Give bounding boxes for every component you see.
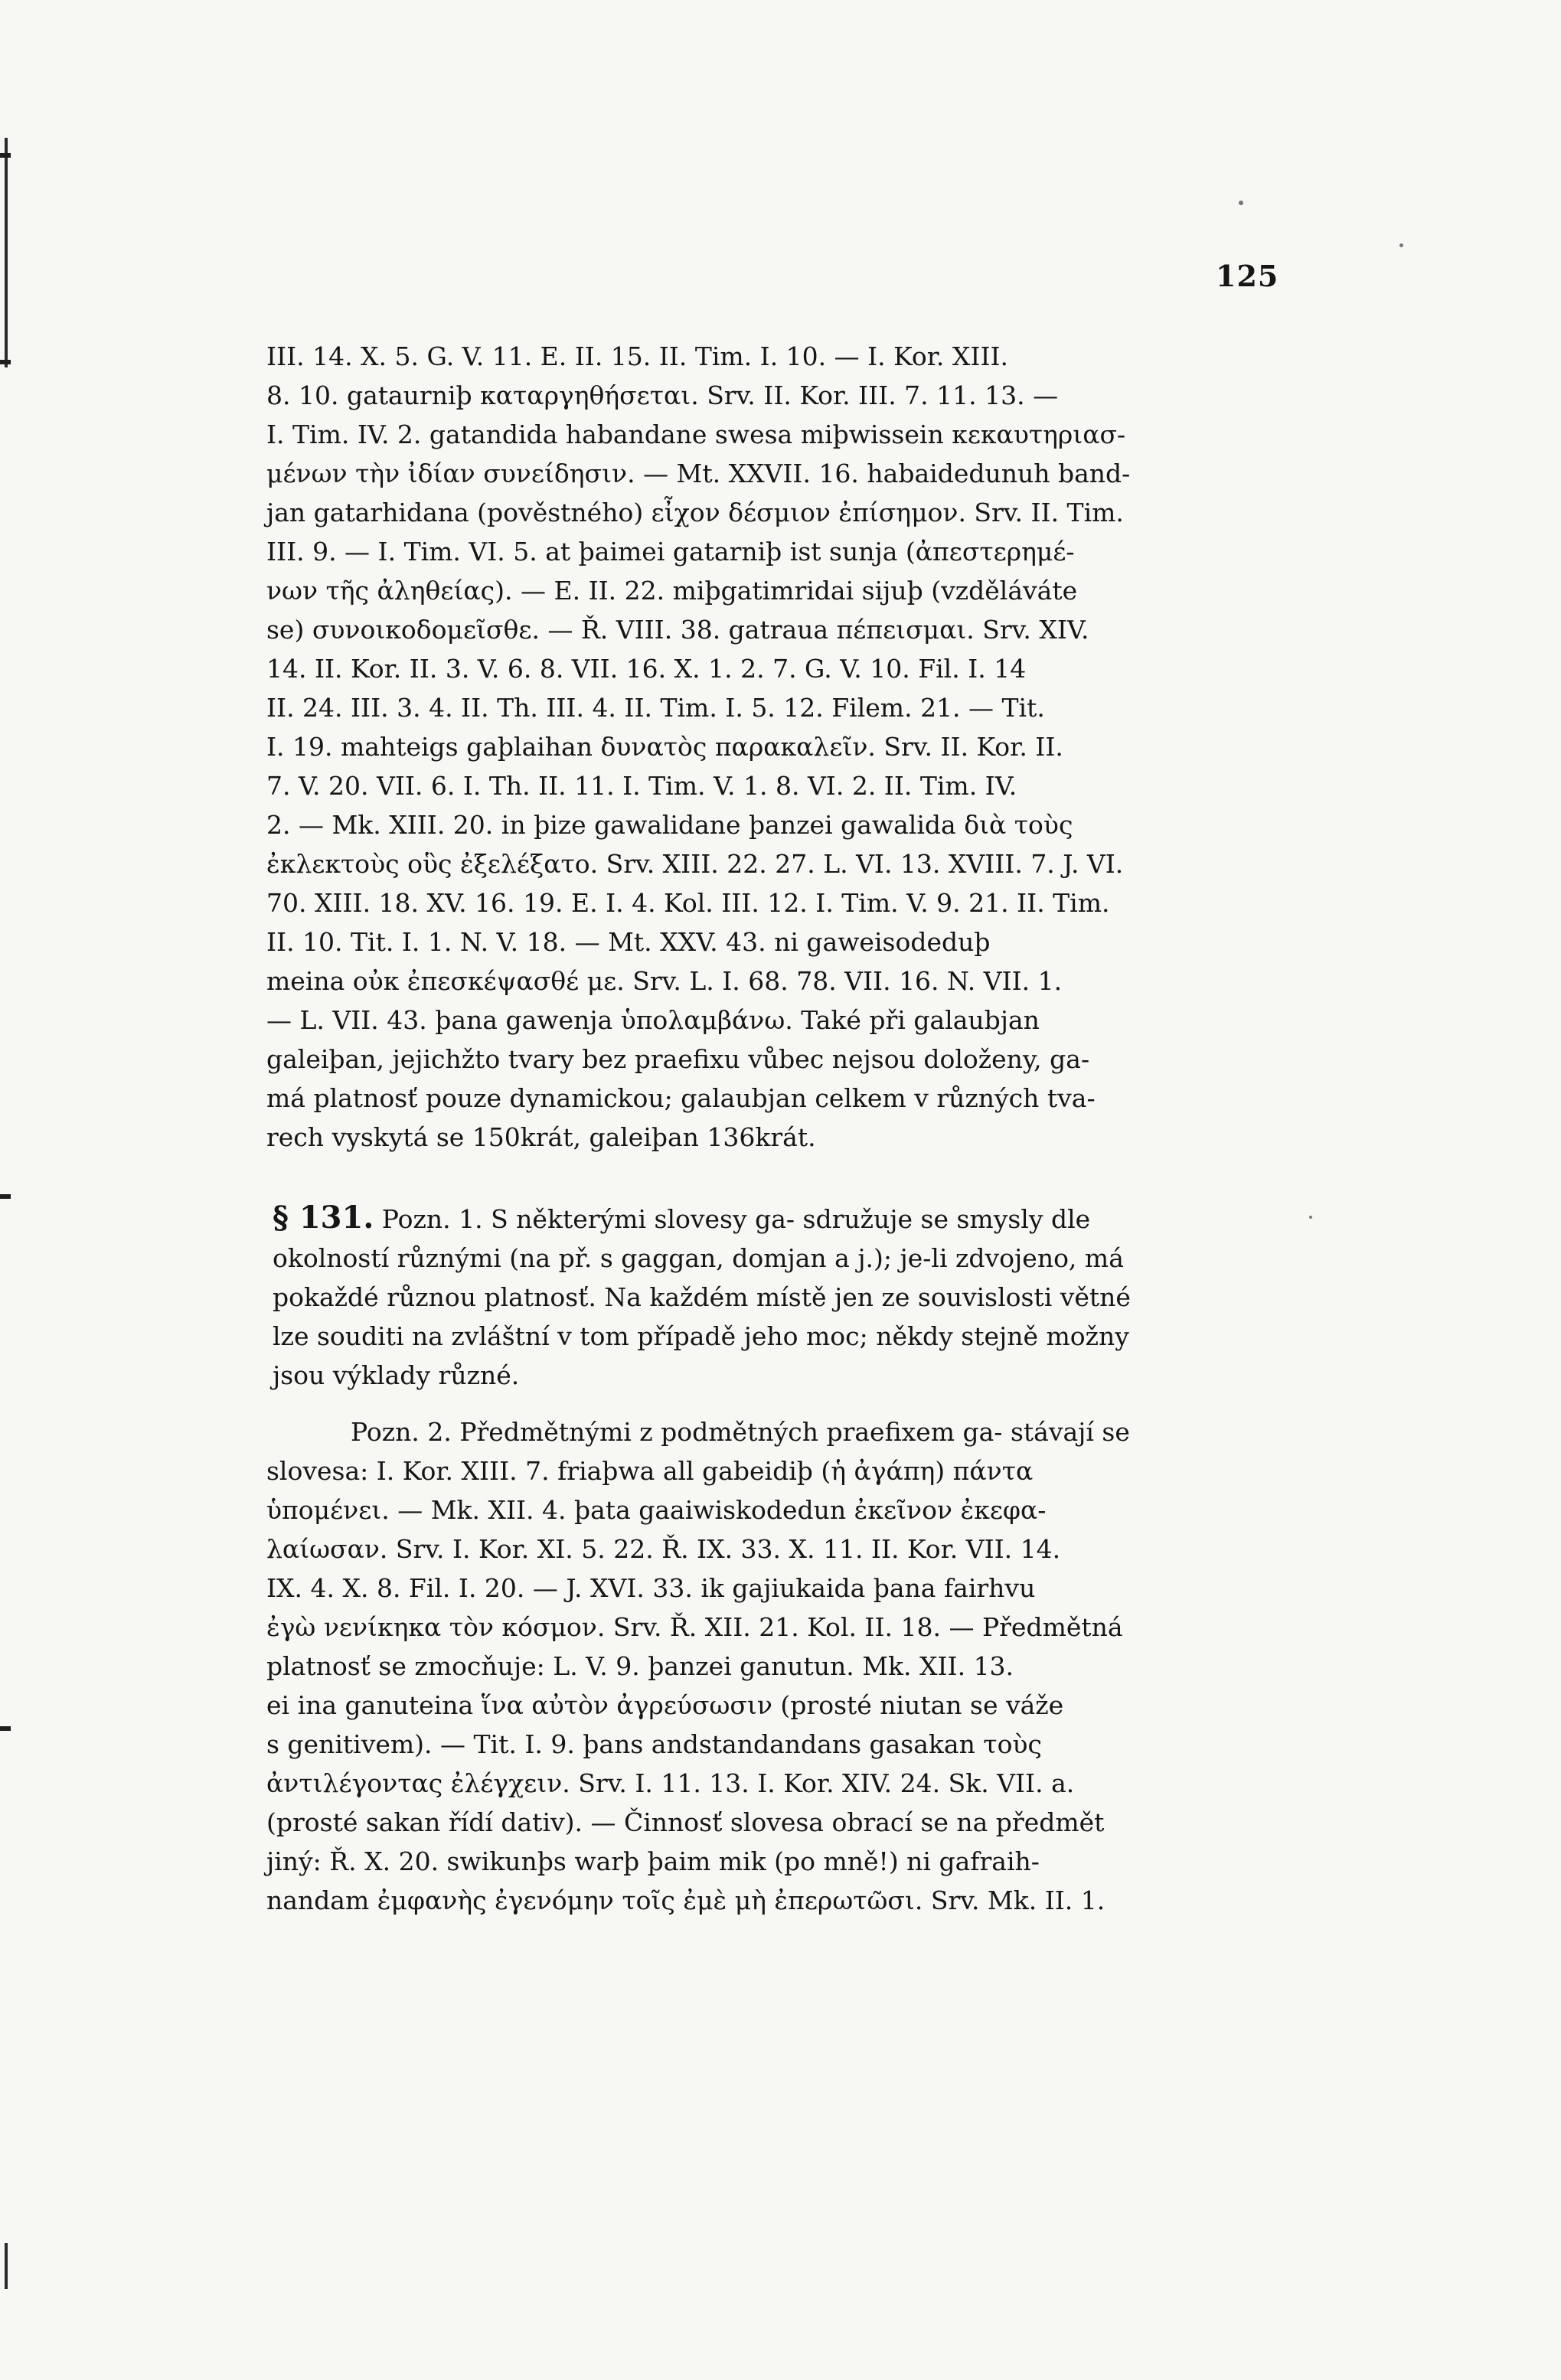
text-line: 8. 10. gataurniþ καταργηθήσεται. Srv. II. Kor. III. 7. 11. 13. — bbox=[266, 380, 1059, 410]
text-line: 70. XIII. 18. XV. 16. 19. E. I. 4. Kol. III. 12. I. Tim. V. 9. 21. II. Tim. bbox=[266, 888, 1110, 918]
section-mark: § 131. bbox=[273, 1200, 374, 1236]
text-line: ἀντιλέγοντας ἐλέγχειν. Srv. I. 11. 13. I. Kor. XIV. 24. Sk. VII. a. bbox=[266, 1768, 1075, 1798]
text-line: má platnosť pouze dynamickou; galaubjan celkem v různých tva- bbox=[266, 1083, 1096, 1113]
binding-mark bbox=[0, 360, 11, 364]
text-line: (prosté sakan řídí dativ). — Činnosť slovesa obrací se na předmět bbox=[266, 1807, 1105, 1837]
text-line: jsou výklady různé. bbox=[273, 1360, 520, 1390]
text-line: I. 19. mahteigs gaþlaihan δυνατὸς παρακαλεῖν. Srv. II. Kor. II. bbox=[266, 732, 1063, 762]
binding-mark bbox=[0, 1726, 11, 1731]
text-line: — L. VII. 43. þana gawenja ὑπολαμβάνω. Také při galaubjan bbox=[266, 1005, 1040, 1035]
text-line: III. 9. — I. Tim. VI. 5. at þaimei gatarniþ ist sunja (ἀπεστερημέ- bbox=[266, 537, 1075, 566]
text-fragment: Pozn. 1. S některými slovesy ga- sdružuje se smysly dle bbox=[374, 1204, 1091, 1234]
text-line: nandam ἐμφανὴς ἐγενόμην τοῖς ἐμὲ μὴ ἐπερωτῶσι. Srv. Mk. II. 1. bbox=[266, 1885, 1105, 1915]
text-line: se) συνοικοδομεῖσθε. — Ř. VIII. 38. gatraua πέπεισμαι. Srv. XIV. bbox=[266, 615, 1089, 645]
paper-speck bbox=[1239, 201, 1243, 205]
paper-speck bbox=[1309, 1216, 1312, 1219]
text-line: jan gatarhidana (pověstného) εἶχον δέσμιον ἐπίσημον. Srv. II. Tim. bbox=[266, 498, 1124, 527]
text-line: IX. 4. X. 8. Fil. I. 20. — J. XVI. 33. ik gajiukaida þana fairhvu bbox=[266, 1573, 1036, 1603]
text-line: meina οὐκ ἐπεσκέψασθέ με. Srv. L. I. 68. 78. VII. 16. N. VII. 1. bbox=[266, 966, 1063, 996]
text-line: ἐκλεκτοὺς οὓς ἐξελέξατο. Srv. XIII. 22. 27. L. VI. 13. XVIII. 7. J. VI. bbox=[266, 849, 1124, 879]
text-line: pokaždé různou platnosť. Na každém místě jen ze souvislosti větné bbox=[273, 1282, 1131, 1312]
paragraph-pozn-2 bbox=[266, 1412, 1277, 1920]
text-line: s genitivem). — Tit. I. 9. þans andstandandans gasakan τοὺς bbox=[266, 1729, 1042, 1759]
text-line: jiný: Ř. X. 20. swikunþs warþ þaim mik (po mně!) ni gafraih- bbox=[266, 1846, 1040, 1876]
text-line: νων τῆς ἀληθείας). — E. II. 22. miþgatimridai sijuþ (vzděláváte bbox=[266, 576, 1078, 606]
text-line: μένων τὴν ἰδίαν συνείδησιν. — Mt. XXVII. 16. habaidedunuh band- bbox=[266, 459, 1131, 488]
text-line: 14. II. Kor. II. 3. V. 6. 8. VII. 16. X. 1. 2. 7. G. V. 10. Fil. I. 14 bbox=[266, 654, 1027, 684]
binding-mark bbox=[5, 2243, 8, 2289]
text-line: galeiþan, jejichžto tvary bez praefixu vůbec nejsou doloženy, ga- bbox=[266, 1044, 1090, 1074]
binding-mark bbox=[0, 153, 11, 158]
text-line bbox=[273, 1198, 1277, 1239]
text-line: II. 10. Tit. I. 1. N. V. 18. — Mt. XXV. 43. ni gaweisodeduþ bbox=[266, 927, 991, 957]
text-line: λαίωσαν. Srv. I. Kor. XI. 5. 22. Ř. IX. 33. X. 11. II. Kor. VII. 14. bbox=[266, 1534, 1061, 1564]
page-number: 125 bbox=[1216, 259, 1279, 293]
text-line: ἐγὼ νενίκηκα τὸν κόσμον. Srv. Ř. XII. 21. Kol. II. 18. — Předmětná bbox=[266, 1612, 1123, 1642]
binding-mark bbox=[5, 138, 8, 367]
text-line: 7. V. 20. VII. 6. I. Th. II. 11. I. Tim. V. 1. 8. VI. 2. II. Tim. IV. bbox=[266, 771, 1017, 801]
text-line: lze souditi na zvláštní v tom případě jeho moc; někdy stejně možny bbox=[273, 1321, 1129, 1351]
text-line: ὑπομένει. — Mk. XII. 4. þata gaaiwiskodedun ἐκεῖνον ἐκεφα- bbox=[266, 1495, 1047, 1525]
binding-mark bbox=[0, 1194, 11, 1199]
text-line: 2. — Mk. XIII. 20. in þize gawalidane þanzei gawalida διὰ τοὺς bbox=[266, 810, 1073, 840]
paragraph-section-131 bbox=[273, 1198, 1277, 1395]
text-line: Pozn. 2. Předmětnými z podmětných praefixem ga- stávají se bbox=[351, 1417, 1130, 1447]
paragraph-1 bbox=[266, 337, 1277, 1157]
paper-speck bbox=[1399, 243, 1403, 247]
text-line: platnosť se zmocňuje: L. V. 9. þanzei ganutun. Mk. XII. 13. bbox=[266, 1651, 1014, 1681]
text-line: ei ina ganuteina ἵνα αὐτὸν ἀγρεύσωσιν (prosté niutan se váže bbox=[266, 1690, 1064, 1720]
text-line: slovesa: I. Kor. XIII. 7. friaþwa all gabeidiþ (ἡ ἀγάπη) πάντα bbox=[266, 1456, 1034, 1486]
text-line: okolností různými (na př. s gaggan, domjan a j.); je-li zdvojeno, má bbox=[273, 1243, 1124, 1273]
text-line: rech vyskytá se 150krát, galeiþan 136krát. bbox=[266, 1122, 816, 1152]
text-line: I. Tim. IV. 2. gatandida habandane swesa miþwissein κεκαυτηριασ- bbox=[266, 420, 1126, 449]
text-line: III. 14. X. 5. G. V. 11. E. II. 15. II. Tim. I. 10. — I. Kor. XIII. bbox=[266, 341, 1009, 371]
text-line: II. 24. III. 3. 4. II. Th. III. 4. II. Tim. I. 5. 12. Filem. 21. — Tit. bbox=[266, 693, 1045, 723]
